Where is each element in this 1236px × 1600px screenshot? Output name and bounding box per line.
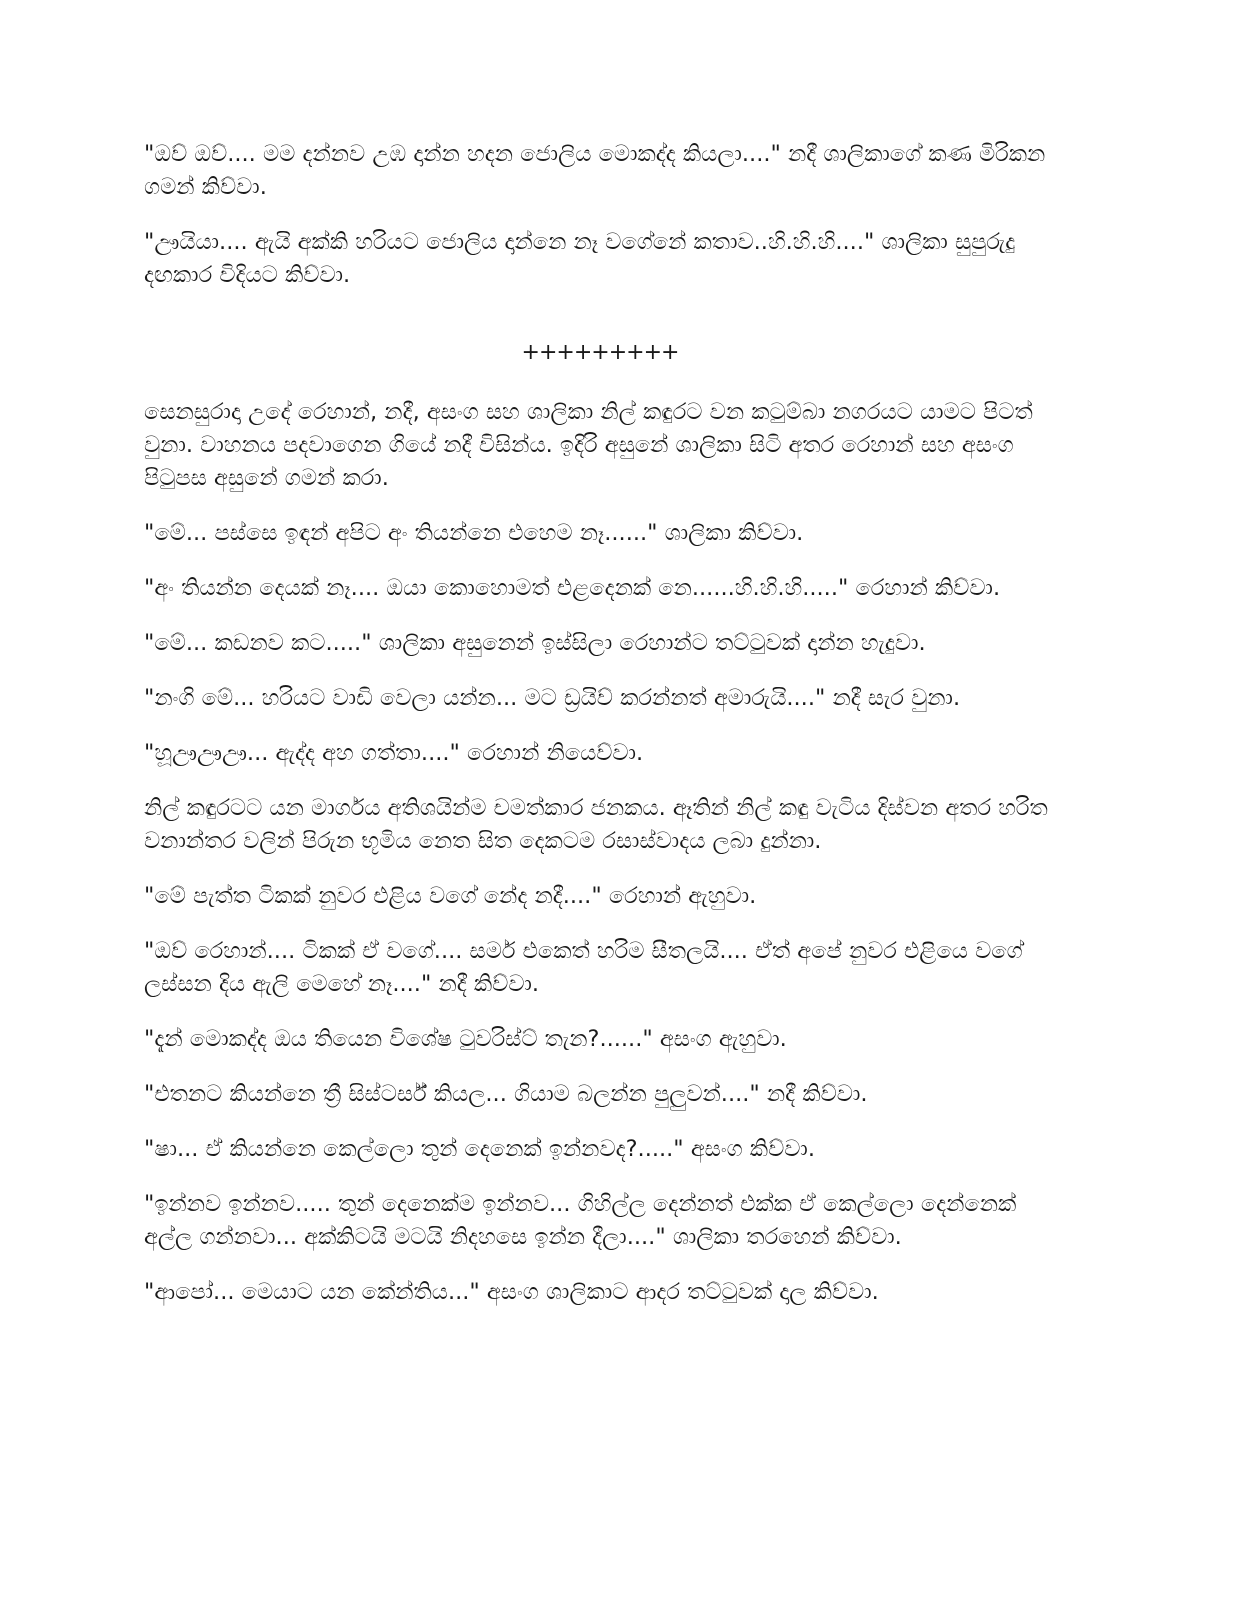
paragraph: "ඔව් ඔව්.... මම දන්නව උඹ දාන්න හදන ජොලිය මොකද්ද කියලා...." නදී ශාලිකාගේ කණ මිරිකන ගමන් කිව්වා. (144, 141, 1053, 200)
paragraph: "මේ... පස්සෙ ඉඳන් අපිට අං තියන්නෙ එහෙම නෑ......" ශාලිකා කිව්වා. (144, 520, 804, 546)
paragraph: "නංගි මේ... හරියට වාඩි වෙලා යන්න... මට ඩ්‍රයිව් කරන්නත් අමාරුයි...." නදී සැර වුනා. (144, 685, 961, 711)
paragraph: "දැන් මොකද්ද ඔය තියෙන විශේෂ ටුවරිස්ට් තැන?......" අසංග ඇහුවා. (144, 1026, 787, 1052)
paragraph: "එතනට කියන්නෙ ත්‍රී සිස්ටර්ස් කියල... ගියාම බලන්න පුලුවන්...." නදී කිව්වා. (144, 1081, 868, 1107)
document-page (144, 138, 1056, 1558)
paragraph: "ඌයියා.... ඇයි අක්කි හරියට ජොලිය දාන්නෙ නෑ වගේනේ කතාව..හි.හි.හි...." ශාලිකා සුපුරුදු දඟකාර විදියට කිව්වා. (144, 229, 1023, 288)
paragraph: "ඔව් රෙහාන්.... ටිකක් ඒ වගේ.... සමර් එකෙත් හරිම සීතලයි.... ඒත් අපේ නුවර එළියෙ වගේ ලස්සන දිය ඇලි මෙහේ නෑ...." නදී කිව්වා. (144, 938, 1030, 997)
paragraph: "මේ... කඩනව කට....." ශාලිකා අසුනෙන් ඉස්සිලා රෙහාන්ට තට්ටුවක් දාන්න හැදුවා. (144, 630, 926, 656)
paragraph: "හූඌඌඌ... ඇද්ද අහ ගත්තා...." රෙහාන් නියෙව්වා. (144, 740, 644, 766)
paragraph: නිල් කඳුරටට යන මාර්ගය අතිශයින්ම චමත්කාර ජනකය. ඈතින් නිල් කඳු වැටිය දිස්වන අතර හරිත වනාන්තර වලින් පිරුන භූමිය නෙත සිත දෙකටම රසාස්වාදය ලබා දුන්නා. (144, 795, 1055, 854)
paragraph: "ආපෝ... මෙයාට යන කේන්තිය..." අසංග ශාලිකාට ආදර තට්ටුවක් දාල කිව්වා. (144, 1279, 879, 1305)
paragraph: සෙනසුරාදා උදේ රෙහාන්, නදී, අසංග සහ ශාලිකා නිල් කඳුරට වන කටුම්බා නගරයට යාමට පිටත් වුනා. වාහනය පදවාගෙන ගියේ නදී විසින්ය. ඉදිරි අසුනේ ශාලිකා සිටි අතර රෙහාන් සහ අසංග පිටුපස අසුනේ ගමන් කරා. (144, 399, 1040, 491)
paragraph: "මේ පැත්ත ටිකක් නුවර එළිය වගේ නේද නදී...." රෙහාන් ඇහුවා. (144, 883, 757, 909)
paragraph: "ෂා... ඒ කියන්නෙ කෙල්ලො තුන් දෙනෙක් ඉන්නවද?....." අසංග කිව්වා. (144, 1136, 815, 1162)
section-separator: +++++++++ (521, 340, 679, 365)
paragraph: "අං තියන්න දෙයක් නෑ.... ඔයා කොහොමත් එළදෙනක් නෙ......හි.හි.හි....." රෙහාන් කිව්වා. (144, 575, 1001, 601)
paragraph: "ඉන්නව ඉන්නව..... තුන් දෙනෙක්ම ඉන්නව... ගිහිල්ල දෙන්නත් එක්ක ඒ කෙල්ලො දෙන්නෙක් අල්ල ගන්නවා... අක්කිටයි මටයි නිදහසෙ ඉන්න දීලා...." ශාලිකා තරහෙන් කිව්වා. (144, 1191, 1024, 1250)
